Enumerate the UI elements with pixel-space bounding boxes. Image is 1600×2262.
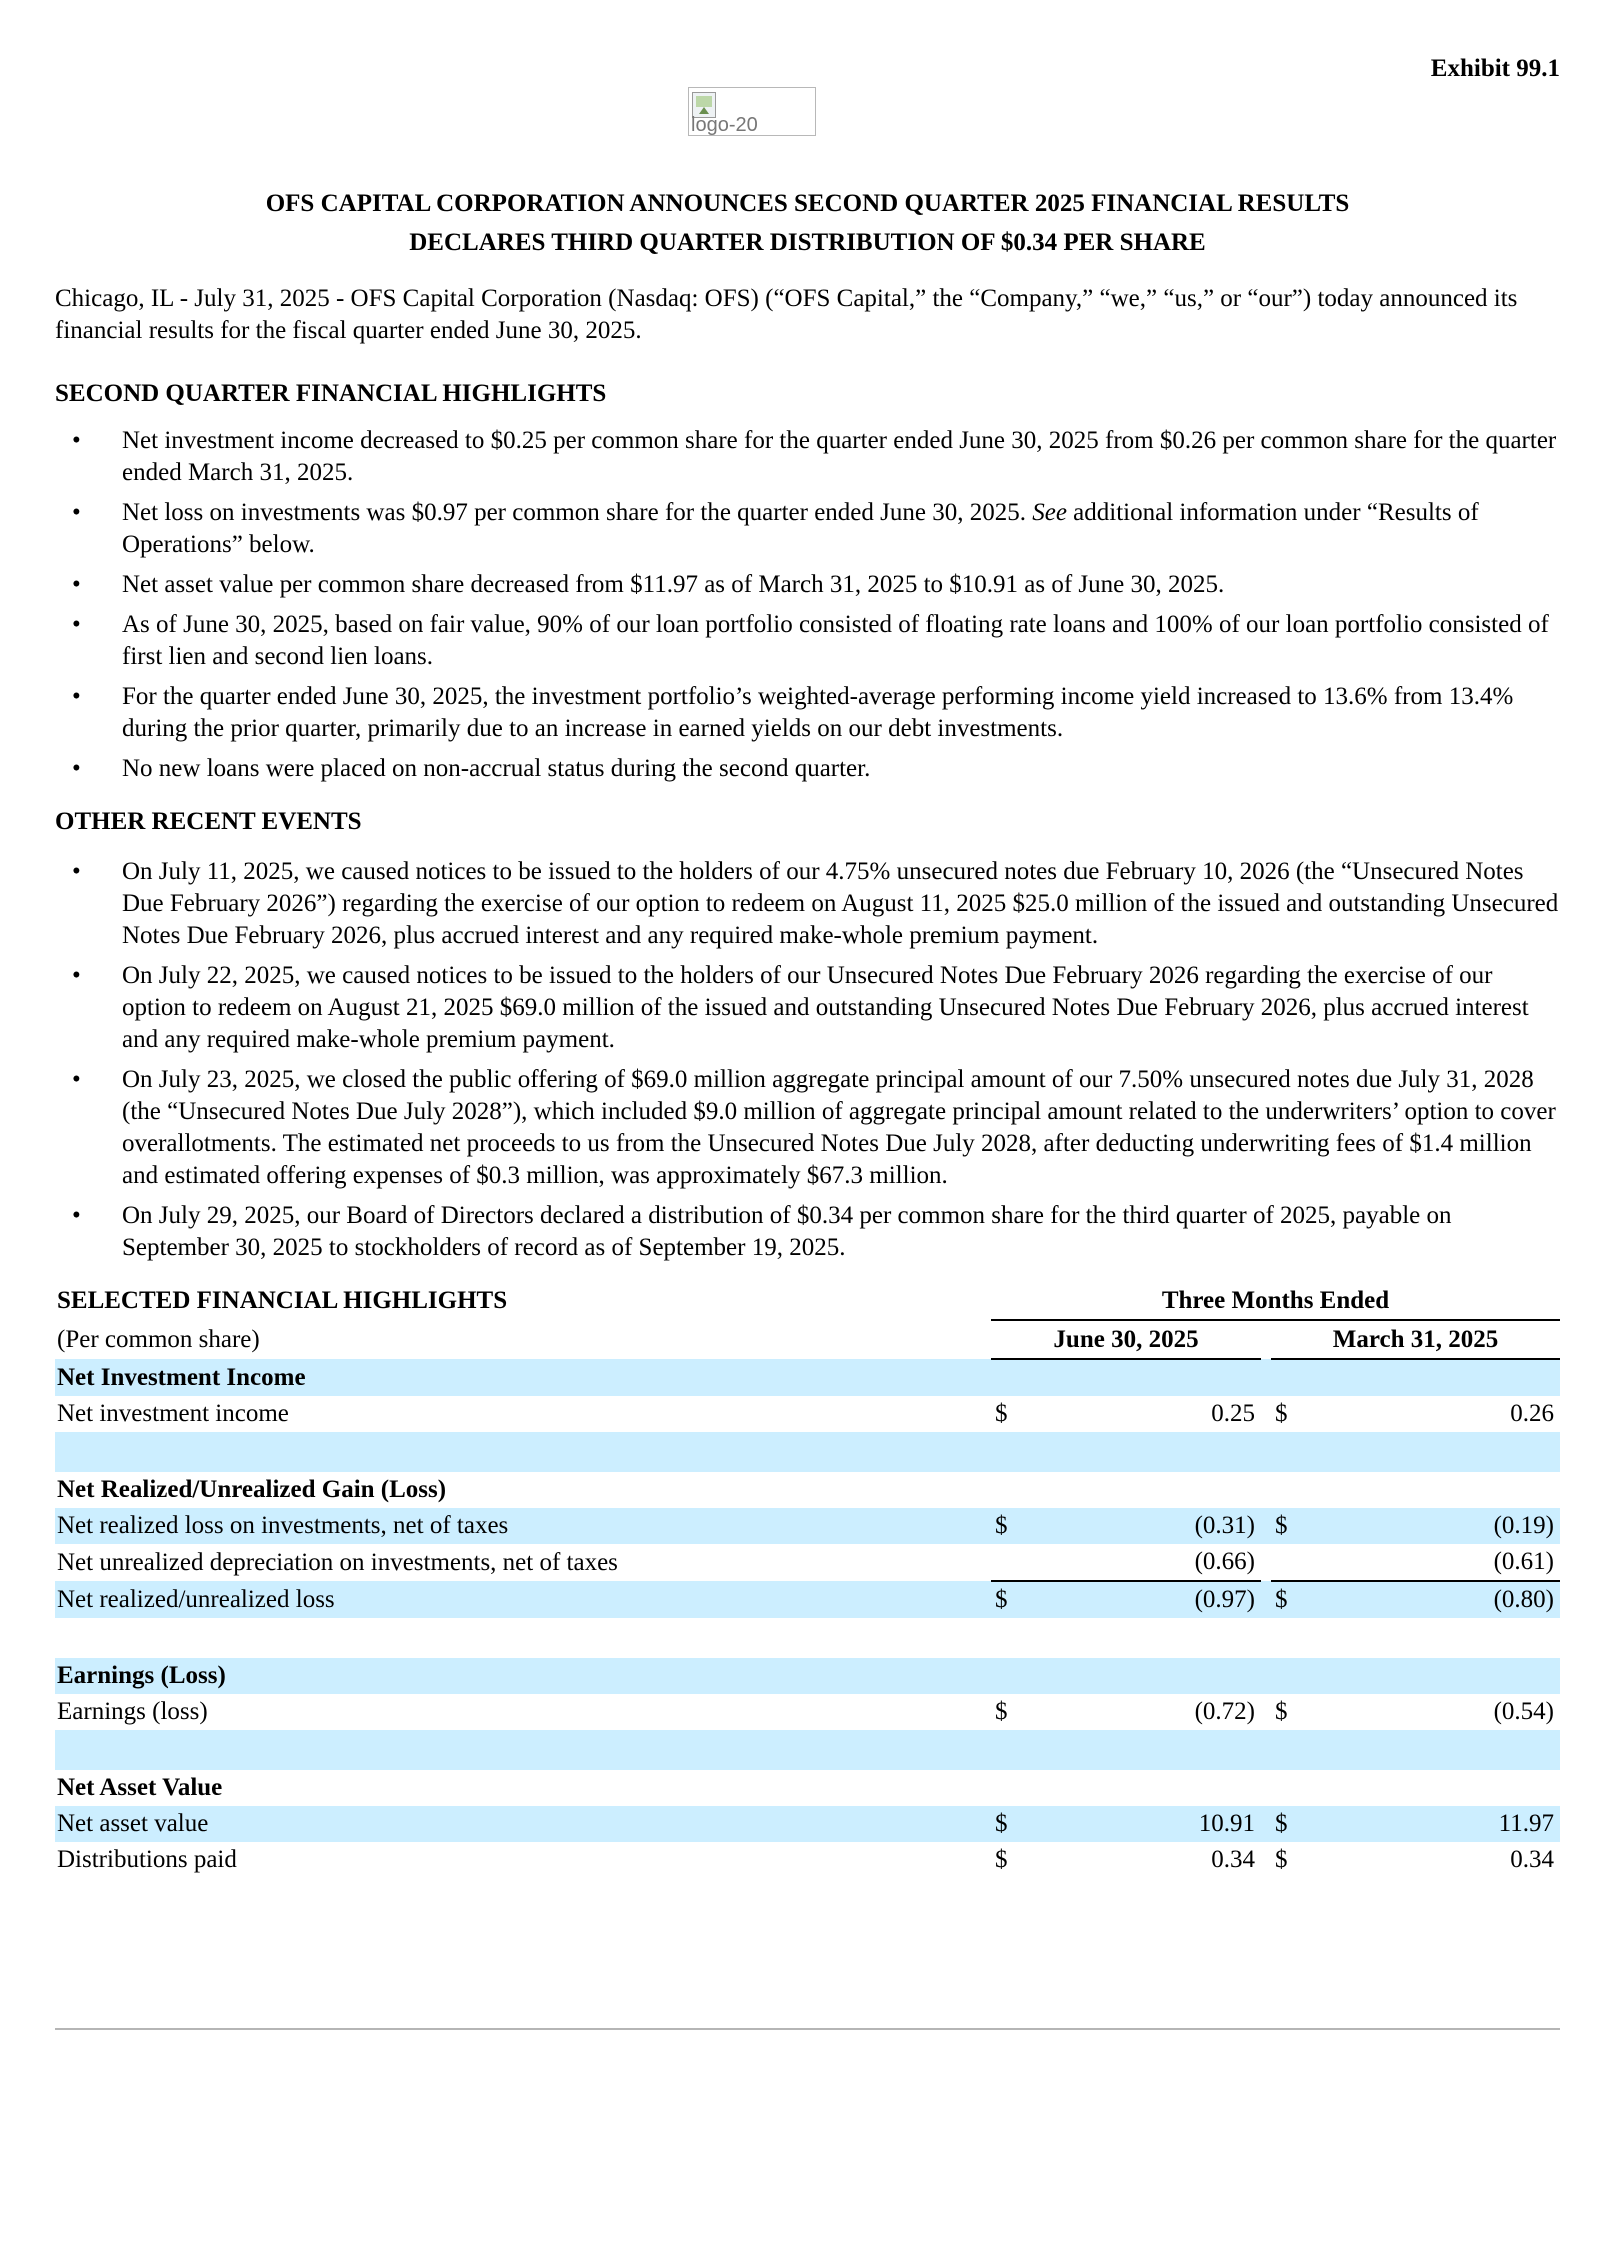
list-item xyxy=(55,569,1560,601)
list-item-text: As of June 30, 2025, based on fair value, 90% of our loan portfolio consisted of floating rate loans and 100% of our loan portfolio consisted of first lien and second lien loans. xyxy=(122,611,1549,670)
currency-symbol: $ xyxy=(1275,1698,1288,1725)
section-label: Net Asset Value xyxy=(57,1774,223,1801)
value-june: (0.72) xyxy=(1194,1698,1255,1725)
list-item-text: Net asset value per common share decreased from $11.97 as of March 31, 2025 to $10.91 as of June 30, 2025. xyxy=(122,571,1225,598)
bullet-icon: • xyxy=(72,571,81,598)
table-row xyxy=(55,1544,1560,1581)
currency-symbol: $ xyxy=(991,1508,1021,1544)
table-title: SELECTED FINANCIAL HIGHLIGHTS xyxy=(57,1287,508,1314)
currency-symbol: $ xyxy=(1271,1508,1301,1544)
table-subtitle: (Per common share) xyxy=(57,1325,260,1353)
row-label: Net unrealized depreciation on investments, net of taxes xyxy=(57,1548,618,1576)
section-label: Net Investment Income xyxy=(55,1359,991,1396)
column-header-june: June 30, 2025 xyxy=(991,1320,1261,1359)
currency-symbol: $ xyxy=(991,1806,1021,1842)
table-row xyxy=(55,1508,1560,1544)
bullet-icon: • xyxy=(72,683,81,710)
highlights-list xyxy=(55,425,1560,793)
section-row xyxy=(55,1359,1560,1396)
list-item-italic: See xyxy=(1032,499,1067,526)
table-row xyxy=(55,1806,1560,1842)
value-march: (0.54) xyxy=(1493,1698,1554,1725)
currency-symbol: $ xyxy=(1271,1806,1301,1842)
value-march: (0.61) xyxy=(1301,1544,1560,1581)
value-june: (0.31) xyxy=(1021,1508,1261,1544)
value-june: 0.25 xyxy=(1211,1400,1255,1427)
currency-symbol: $ xyxy=(995,1846,1008,1873)
value-june: 0.34 xyxy=(1211,1846,1255,1873)
list-item-text: On July 22, 2025, we caused notices to be issued to the holders of our Unsecured Notes Due February 2026 regarding the exercise of our option to redeem on August 21, 2025 $69.0 million of the issued and outstanding Unsecured Notes Due February 2026, plus accrued interest and any required make-whole premium payment. xyxy=(122,962,1529,1053)
table-row xyxy=(55,1581,1560,1618)
section-label: Earnings (Loss) xyxy=(55,1658,991,1694)
list-item xyxy=(55,1200,1560,1264)
table-header-row xyxy=(55,1282,1560,1320)
highlights-title: SECOND QUARTER FINANCIAL HIGHLIGHTS xyxy=(55,380,607,407)
events-list xyxy=(55,856,1560,1272)
list-item xyxy=(55,425,1560,489)
list-item xyxy=(55,609,1560,673)
table-row xyxy=(55,1842,1560,1878)
section-row xyxy=(55,1770,1560,1806)
list-item-text: No new loans were placed on non-accrual status during the second quarter. xyxy=(122,755,871,782)
section-row xyxy=(55,1472,1560,1508)
company-logo xyxy=(688,87,816,136)
currency-symbol: $ xyxy=(991,1581,1021,1618)
bullet-icon: • xyxy=(72,611,81,638)
currency-symbol: $ xyxy=(995,1698,1008,1725)
list-item xyxy=(55,753,1560,785)
spacer-row xyxy=(55,1730,1560,1770)
list-item-text: Net investment income decreased to $0.25 per common share for the quarter ended June 30, 2025 from $0.26 per common share for the quarter ended March 31, 2025. xyxy=(122,427,1557,486)
bullet-icon: • xyxy=(72,755,81,782)
list-item xyxy=(55,681,1560,745)
value-march: 0.26 xyxy=(1510,1400,1554,1427)
list-item-text: On July 11, 2025, we caused notices to be issued to the holders of our 4.75% unsecured notes due February 10, 2026 (the “Unsecured Notes Due February 2026”) regarding the exercise of our option to redeem on August 11, 2025 $25.0 million of the issued and outstanding Unsecured Notes Due February 2026, plus accrued interest and any required make-whole premium payment. xyxy=(122,858,1559,949)
list-item xyxy=(55,497,1560,561)
list-item xyxy=(55,1064,1560,1192)
value-june: (0.66) xyxy=(1021,1544,1261,1581)
value-march: 11.97 xyxy=(1301,1806,1560,1842)
events-title: OTHER RECENT EVENTS xyxy=(55,808,362,835)
value-march: 0.34 xyxy=(1510,1846,1554,1873)
bullet-icon: • xyxy=(72,427,81,454)
footer-divider xyxy=(55,2028,1560,2030)
table-row xyxy=(55,1694,1560,1730)
section-row xyxy=(55,1658,1560,1694)
value-march: (0.19) xyxy=(1301,1508,1560,1544)
financial-highlights-table xyxy=(55,1282,1560,1878)
list-item xyxy=(55,960,1560,1056)
column-header-march: March 31, 2025 xyxy=(1271,1320,1560,1359)
row-label: Net realized loss on investments, net of taxes xyxy=(55,1508,991,1544)
currency-symbol: $ xyxy=(1271,1581,1301,1618)
headline-line-1: OFS CAPITAL CORPORATION ANNOUNCES SECOND QUARTER 2025 FINANCIAL RESULTS xyxy=(265,190,1350,217)
logo-alt-text: logo-20 xyxy=(691,114,758,136)
list-item-text: additional information under “Results of Operations” below. xyxy=(122,499,1479,558)
table-row xyxy=(55,1396,1560,1432)
list-item-text: For the quarter ended June 30, 2025, the investment portfolio’s weighted-average performing income yield increased to 13.6% from 13.4% during the prior quarter, primarily due to an increase in earned yields on our debt investments. xyxy=(122,683,1514,742)
intro-paragraph: Chicago, IL - July 31, 2025 - OFS Capital Corporation (Nasdaq: OFS) (“OFS Capital,” the “Company,” “we,” “us,” or “our”) today announced its financial results for the fiscal quarter ended June 30, 2025. xyxy=(55,285,1518,344)
row-label: Distributions paid xyxy=(57,1846,237,1873)
row-label: Earnings (loss) xyxy=(57,1698,208,1725)
row-label: Net investment income xyxy=(57,1400,289,1427)
row-label: Net realized/unrealized loss xyxy=(55,1581,991,1618)
list-item-text: On July 23, 2025, we closed the public offering of $69.0 million aggregate principal amount of our 7.50% unsecured notes due July 31, 2028 (the “Unsecured Notes Due July 2028”), which included $9.0 million of aggregate principal amount related to the underwriters’ option to cover overallotments. The estimated net proceeds to us from the Unsecured Notes Due July 2028, after deducting underwriting fees of $1.4 million and estimated offering expenses of $0.3 million, was approximately $67.3 million. xyxy=(122,1066,1556,1189)
list-item-text: On July 29, 2025, our Board of Directors declared a distribution of $0.34 per common share for the third quarter of 2025, payable on September 30, 2025 to stockholders of record as of September 19, 2025. xyxy=(122,1202,1452,1261)
headline-line-2: DECLARES THIRD QUARTER DISTRIBUTION OF $0.34 PER SHARE xyxy=(409,229,1206,256)
currency-symbol: $ xyxy=(1275,1846,1288,1873)
table-header-row xyxy=(55,1320,1560,1359)
currency-symbol: $ xyxy=(995,1400,1008,1427)
bullet-icon: • xyxy=(72,1066,81,1093)
value-june: 10.91 xyxy=(1021,1806,1261,1842)
bullet-icon: • xyxy=(72,962,81,989)
spacer-row xyxy=(55,1432,1560,1472)
list-item xyxy=(55,856,1560,952)
bullet-icon: • xyxy=(72,499,81,526)
period-header: Three Months Ended xyxy=(991,1282,1560,1320)
value-march: (0.80) xyxy=(1301,1581,1560,1618)
list-item-text: Net loss on investments was $0.97 per common share for the quarter ended June 30, 2025. xyxy=(122,499,1033,526)
spacer-row xyxy=(55,1618,1560,1658)
bullet-icon: • xyxy=(72,1202,81,1229)
row-label: Net asset value xyxy=(55,1806,991,1842)
section-label: Net Realized/Unrealized Gain (Loss) xyxy=(57,1476,447,1503)
exhibit-label: Exhibit 99.1 xyxy=(1430,55,1560,82)
bullet-icon: • xyxy=(72,858,81,885)
currency-symbol: $ xyxy=(1275,1400,1288,1427)
value-june: (0.97) xyxy=(1021,1581,1261,1618)
